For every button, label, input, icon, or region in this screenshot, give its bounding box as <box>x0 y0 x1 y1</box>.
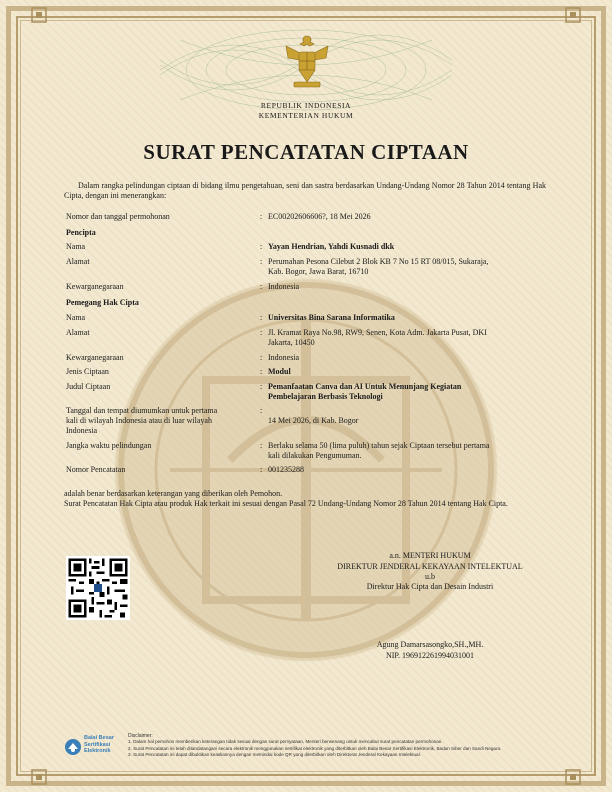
application-label: Nomor dan tanggal permohonan <box>66 212 170 221</box>
jenis-value: Modul <box>268 367 291 376</box>
pencipta-name: Yayan Hendrian, Yahdi Kusnadi dkk <box>268 242 395 251</box>
corner-ornament-icon <box>564 6 582 24</box>
header-country: REPUBLIK INDONESIA <box>260 101 352 110</box>
pencipta-address-label: Alamat <box>66 257 90 266</box>
colon: : <box>260 441 263 450</box>
pemegang-address-label: Alamat <box>66 328 90 337</box>
colon: : <box>260 367 263 376</box>
section-pencipta: Pencipta <box>66 228 96 237</box>
tanggal-value: 14 Mei 2026, di Kab. Bogor <box>268 416 359 425</box>
jangka-label: Jangka waktu pelindungan <box>66 441 152 450</box>
corner-ornament-icon <box>30 6 48 24</box>
colon: : <box>260 328 263 337</box>
nomor-pencatatan-value: 001235288 <box>268 465 304 474</box>
disclaimer-heading: Disclaimer: <box>128 733 153 739</box>
signature-line4: Direktur Hak Cipta dan Desain Industri <box>366 582 494 591</box>
tanggal-label-line1: Tanggal dan tempat diumumkan untuk pertama <box>66 406 218 415</box>
pemegang-name: Universitas Bina Sarana Informatika <box>268 313 395 322</box>
colon: : <box>260 465 263 474</box>
qr-code-icon[interactable] <box>66 556 130 620</box>
colon: : <box>260 353 263 362</box>
judul-line1: Pemanfaatan Canva dan AI Untuk Menunjang Kegiatan <box>268 382 462 391</box>
bsre-logo-text: Balai Besar Sertifikasi Elektronik <box>84 735 114 754</box>
pemegang-address-line1: Jl. Kramat Raya No.98, RW9, Senen, Kota Adm. Jakarta Pusat, DKI <box>268 328 487 337</box>
disclaimer-notes <box>128 733 558 759</box>
colon: : <box>260 257 263 266</box>
pencipta-address-line2: Kab. Bogor, Jawa Barat, 16710 <box>268 267 369 276</box>
pemegang-nationality-label: Kewarganegaraan <box>66 353 124 362</box>
pemegang-address-line2: Jakarta, 10450 <box>268 338 315 347</box>
disclaimer-note-1: 1. Dalam hal pemohon memberikan keterangan tidak sesuai dengan surat pernyataan, Menteri berwenang untuk mencabut surat pencatatan permohonan. <box>128 739 443 745</box>
signature-line1: a.n. MENTERI HUKUM <box>389 551 471 560</box>
application-value: EC00202606606?, 18 Mei 2026 <box>268 212 371 221</box>
corner-ornament-icon <box>564 768 582 786</box>
pencipta-nationality-label: Kewarganegaraan <box>66 282 124 291</box>
bsre-logo-icon <box>64 738 82 756</box>
colon: : <box>260 242 263 251</box>
pencipta-nationality: Indonesia <box>268 282 300 291</box>
pemegang-name-label: Nama <box>66 313 86 322</box>
signatory-name: Agung Damarsasongko,SH.,MH. <box>376 640 484 649</box>
disclaimer-note-2: 2. Surat Pencatatan ini telah ditandatangani secara elektronik menggunakan sertifikat elektronik yang diterbitkan oleh Balai Besar Sertifikasi Elektronik, Badan Siber dan Sandi Negara. <box>128 745 502 751</box>
judul-label: Judul Ciptaan <box>66 382 111 391</box>
jenis-label: Jenis Ciptaan <box>66 367 109 376</box>
colon: : <box>260 406 263 415</box>
signature-line2: DIREKTUR JENDERAL KEKAYAAN INTELEKTUAL <box>337 562 523 571</box>
colon: : <box>260 282 263 291</box>
intro-paragraph: Dalam rangka pelindungan ciptaan di bidang ilmu pengetahuan, seni dan sastra berdasarkan Undang-Undang Nomor 28 Tahun 2014 tentang Hak Cipta, dengan ini menerangkan: <box>64 181 546 200</box>
colon: : <box>260 382 263 391</box>
signatory-nip: NIP. 196912261994031001 <box>385 651 474 660</box>
jangka-line1: Berlaku selama 50 (lima puluh) tahun sejak Ciptaan tersebut pertama <box>268 441 490 450</box>
garuda-emblem-icon <box>282 30 332 90</box>
pemegang-nationality: Indonesia <box>268 353 300 362</box>
jangka-line2: kali dilakukan Pengumuman. <box>268 451 362 460</box>
tanggal-label-line2: kali di wilayah Indonesia atau di luar wilayah <box>66 416 212 425</box>
page-title: SURAT PENCATATAN CIPTAAN <box>143 140 469 164</box>
closing-line2: Surat Pencatatan Hak Cipta atau produk Hak terkait ini sesuai dengan Pasal 72 Undang-Undang Nomor 28 Tahun 2014 tentang Hak Cipta. <box>64 499 508 508</box>
judul-line2: Pembelajaran Berbasis Teknologi <box>268 392 383 401</box>
disclaimer-note-3: 3. Surat Pencatatan ini dapat dibuktikan keasliannya dengan memindai kode QR yang diterbitkan oleh Direktorat Jenderal Kekayaan Intelektual. <box>128 752 421 758</box>
colon: : <box>260 212 263 221</box>
section-pemegang: Pemegang Hak Cipta <box>66 298 139 307</box>
nomor-pencatatan-label: Nomor Pencatatan <box>66 465 126 474</box>
closing-paragraph <box>64 489 546 509</box>
tanggal-label-line3: Indonesia <box>66 426 98 435</box>
pencipta-name-label: Nama <box>66 242 86 251</box>
header-ministry: KEMENTERIAN HUKUM <box>258 111 354 120</box>
signature-line3: u.b <box>425 572 435 581</box>
pencipta-address-line1: Perumahan Pesona Cilebut 2 Blok KB 7 No 15 RT 08/015, Sukaraja, <box>268 257 489 266</box>
corner-ornament-icon <box>30 768 48 786</box>
closing-line1: adalah benar berdasarkan keterangan yang diberikan oleh Pemohon. <box>64 489 283 498</box>
colon: : <box>260 313 263 322</box>
